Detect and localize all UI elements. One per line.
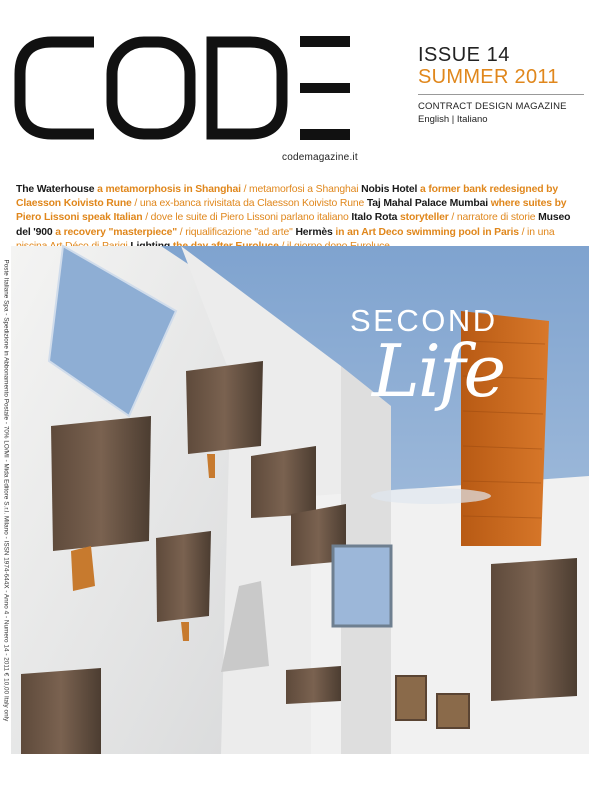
story-description: / una ex-banca rivisitata da Claesson Koivisto Rune — [134, 198, 367, 210]
story-description: storyteller — [400, 212, 452, 224]
languages: English | Italiano — [418, 114, 488, 125]
postal-info: Poste Italiane Spa - Spedizione in Abbonamento Postale - 70% LO/MI - Mida Editore S.r.l. Milano - ISSN 1974-644X - Anno 4 - Numero 14 - 2011 € 10,00 Italy only — [2, 259, 10, 722]
website-url: codemagazine.it — [282, 152, 358, 163]
story-title: The Waterhouse — [16, 184, 98, 195]
story-title: Hermès — [295, 226, 336, 238]
issue-season: SUMMER 2011 — [418, 66, 559, 88]
issue-block — [418, 44, 588, 126]
story-description: / in una — [521, 226, 555, 238]
cover-lines — [16, 183, 586, 254]
story-description: where suites by Piero Lissoni speak Italian — [16, 198, 567, 224]
headline-second: SECOND — [350, 303, 498, 338]
headline-life: Life — [372, 329, 505, 413]
story-description: a metamorphosis in Shanghai — [97, 184, 244, 195]
story-description: in an Art Deco swimming pool in Paris — [335, 226, 522, 238]
divider — [418, 94, 584, 95]
story-description: / dove le suite di Piero Lissoni parlano italiano — [145, 212, 352, 224]
story-description: / riqualificazione "ad arte" — [179, 226, 296, 238]
story-title: Nobis Hotel — [361, 184, 420, 195]
cover-headline — [350, 303, 560, 453]
story-title: Italo Rota — [351, 212, 400, 224]
story-description: a former bank redesigned by Claesson Koivisto Rune — [16, 184, 558, 210]
issue-number: ISSUE 14 — [418, 44, 510, 66]
story-title: Museo del '900 — [16, 212, 571, 238]
magazine-type: CONTRACT DESIGN MAGAZINE — [418, 101, 567, 112]
masthead — [0, 0, 600, 180]
code-logo — [12, 15, 357, 148]
spine-text — [0, 259, 12, 742]
svg-text:CODE: CODE — [12, 15, 59, 32]
story-description: a recovery "masterpiece" — [55, 226, 180, 238]
story-description: / narratore di storie — [451, 212, 539, 224]
story-title: Taj Mahal Palace Mumbai — [366, 198, 491, 210]
story-description: / metamorfosi a Shanghai — [243, 184, 362, 195]
